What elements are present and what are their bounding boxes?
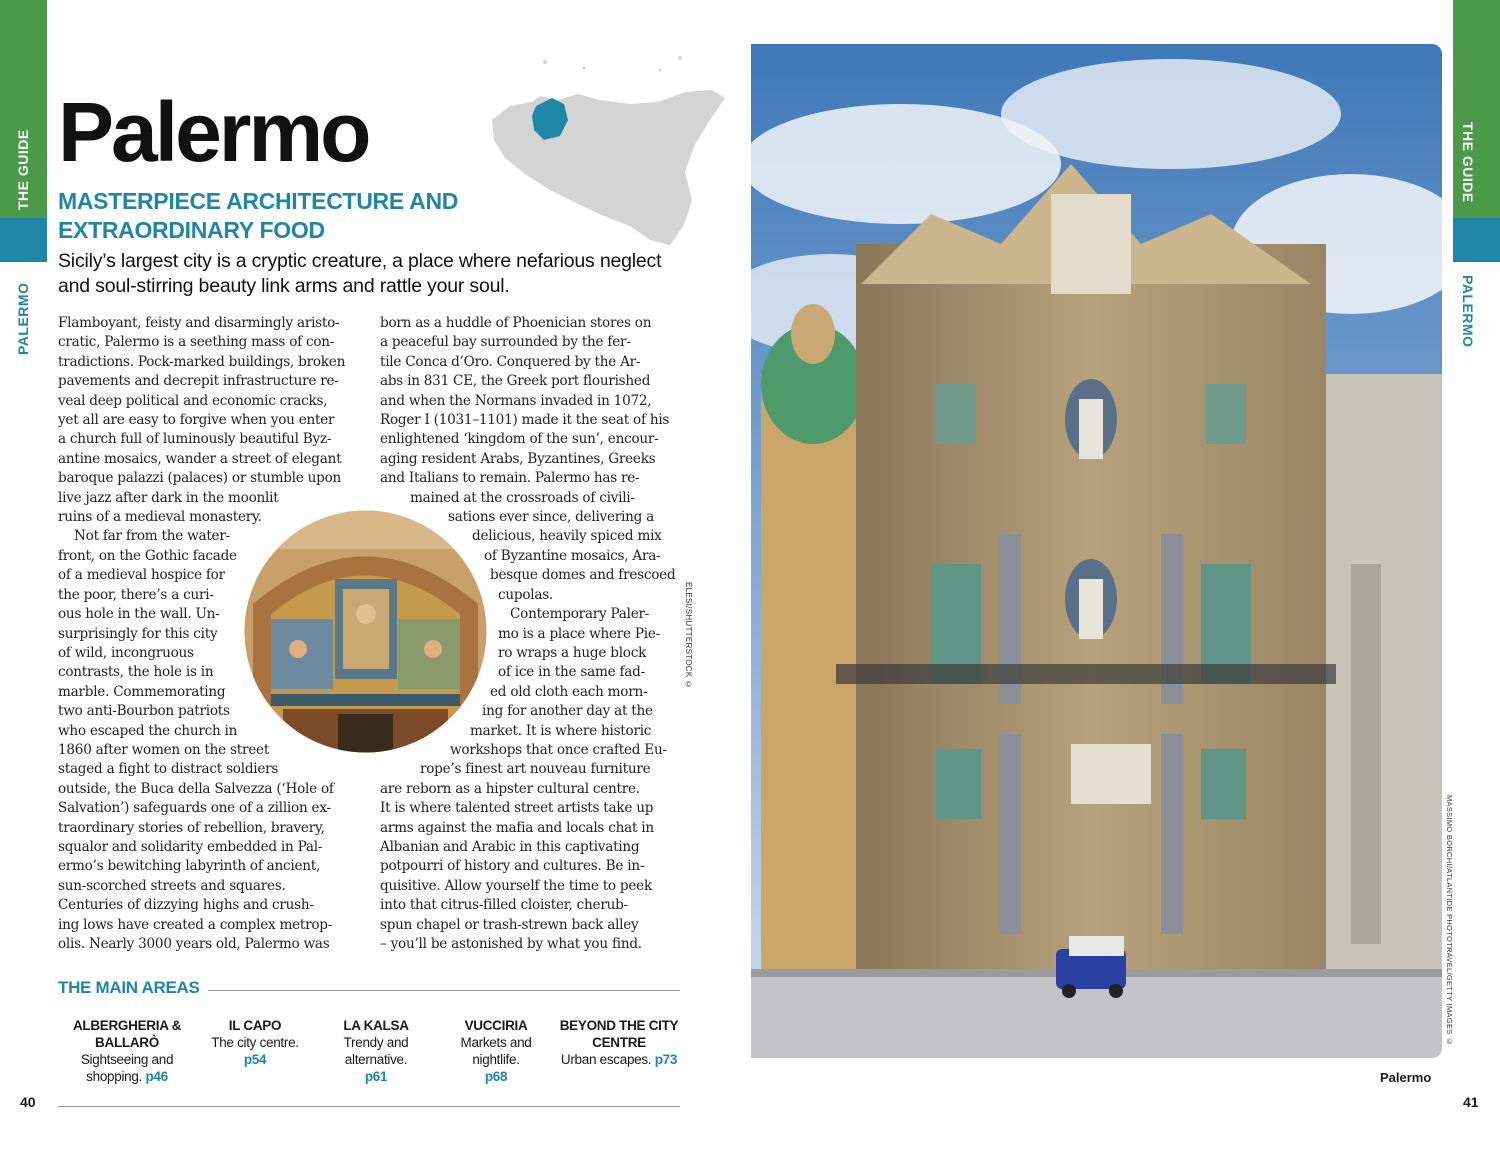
body-line: traordinary stories of rebellion, bravery,	[58, 819, 325, 836]
area-name: IL CAPO	[228, 1018, 282, 1033]
body-line: of a medieval hospice for	[58, 567, 225, 584]
body-line: ro wraps a huge block	[498, 644, 647, 661]
body-line: – you’ll be astonished by what you find.	[380, 936, 642, 952]
body-line: are reborn as a hipster cultural centre.	[380, 780, 640, 797]
mosaic-inset-photo	[243, 509, 488, 754]
body-line: Not far from the water-	[74, 528, 230, 545]
page-subtitle: MASTERPIECE ARCHITECTURE AND EXTRAORDINARY FOOD	[58, 188, 459, 243]
body-line: arms against the mafia and locals chat in	[380, 819, 654, 836]
area-desc: Sightseeing and shopping.	[80, 1052, 174, 1084]
body-line: potpourri of history and cultures. Be in-	[380, 858, 645, 875]
body-line: staged a fight to distract soldiers	[58, 761, 279, 778]
area-desc: Markets and nightlife.	[460, 1035, 532, 1067]
body-line: Salvation’) safeguards one of a zillion ex-	[58, 800, 331, 817]
body-line: yet all are easy to forgive when you enter	[58, 412, 335, 429]
body-line: contrasts, the hole is in	[58, 664, 214, 681]
body-line: Contemporary Paler-	[510, 606, 650, 623]
body-line: Roger I (1031–1101) made it the seat of his	[380, 412, 670, 429]
body-line: cupolas.	[498, 586, 554, 603]
body-line: outside, the Buca della Salvezza (‘Hole of	[58, 780, 334, 797]
area-la-kalsa	[330, 1017, 422, 1085]
area-name: ALBERGHERIA & BALLARÒ	[72, 1018, 182, 1050]
body-line: ruins of a medieval monastery.	[58, 509, 262, 526]
page-title: Palermo	[58, 85, 369, 179]
body-line: Flamboyant, feisty and disarmingly aristo-	[58, 315, 340, 331]
body-line: two anti-Bourbon patriots	[58, 703, 230, 720]
body-line: rope’s finest art nouveau furniture	[420, 761, 651, 778]
body-line: mained at the crossroads of civili-	[410, 489, 635, 506]
body-line: ermo’s bewitching labyrinth of ancient,	[58, 858, 321, 875]
body-line: cratic, Palermo is a seething mass of con-	[58, 334, 335, 351]
left-section-label: PALERMO	[15, 282, 31, 355]
body-line: front, on the Gothic facade	[58, 547, 237, 564]
body-line: into that citrus-filled cloister, cherub-	[380, 897, 628, 914]
body-line: of wild, incongruous	[58, 644, 194, 661]
body-line: baroque palazzi (palaces) or stumble upon	[58, 470, 342, 487]
body-line: veal deep political and economic cracks,	[58, 392, 328, 409]
area-albergheria	[62, 1017, 192, 1085]
footer-rule	[58, 1106, 680, 1107]
body-line: Albanian and Arabic in this captivating	[380, 838, 640, 855]
left-blue-tab	[0, 218, 47, 262]
area-il-capo	[200, 1017, 310, 1068]
area-page-link[interactable]: p61	[364, 1069, 388, 1084]
body-line: quisitive. Allow yourself the time to peek	[380, 877, 652, 894]
body-line: the poor, there’s a curi-	[58, 586, 214, 603]
quattro-canti-photo	[751, 44, 1442, 1058]
body-line: born as a huddle of Phoenician stores on	[380, 315, 652, 331]
body-line: workshops that once crafted Eu-	[450, 741, 667, 758]
body-line: of ice in the same fad-	[498, 664, 645, 681]
body-line: tradictions. Pock-marked buildings, broken	[58, 353, 346, 370]
quattro-canti-illustration	[751, 44, 1442, 1058]
body-line: ing for another day at the	[482, 703, 653, 720]
body-line: squalor and solidarity embedded in Pal-	[58, 838, 323, 855]
body-line: a church full of luminously beautiful Byz-	[58, 431, 332, 448]
body-line: It is where talented street artists take up	[380, 800, 654, 817]
body-line: abs in 831 CE, the Greek port flourished	[380, 373, 651, 390]
body-line: live jazz after dark in the moonlit	[58, 489, 279, 506]
body-line: a peaceful bay surrounded by the fer-	[380, 334, 631, 351]
area-page-link[interactable]: p54	[243, 1052, 267, 1067]
body-line: sun-scorched streets and squares.	[58, 877, 286, 894]
area-desc: Urban escapes.	[560, 1052, 652, 1067]
left-guide-tab-label: THE GUIDE	[15, 129, 31, 210]
area-name: BEYOND THE CITY CENTRE	[559, 1018, 679, 1050]
main-areas-title: THE MAIN AREAS	[58, 978, 208, 998]
area-beyond-city-centre	[556, 1017, 682, 1068]
body-line: tile Conca d’Oro. Conquered by the Ar-	[380, 353, 641, 370]
area-name: LA KALSA	[343, 1018, 409, 1033]
right-section-label: PALERMO	[1460, 275, 1476, 348]
area-desc: The city centre.	[211, 1035, 299, 1050]
body-line: of Byzantine mosaics, Ara-	[484, 547, 661, 564]
body-line: and when the Normans invaded in 1072,	[380, 392, 652, 409]
body-line: Centuries of dizzying highs and crush-	[58, 897, 314, 914]
left-page-number: 40	[20, 1094, 36, 1110]
body-line: who escaped the church in	[58, 722, 238, 739]
right-guide-tab-label: THE GUIDE	[1460, 122, 1476, 203]
body-line: spun chapel or trash-strewn back alley	[380, 916, 639, 933]
right-page-number: 41	[1463, 1094, 1479, 1110]
area-page-link[interactable]: p46	[145, 1069, 168, 1084]
body-line: antine mosaics, wander a street of elegant	[58, 450, 342, 467]
body-line: besque domes and frescoed	[490, 567, 676, 584]
body-line: delicious, heavily spiced mix	[472, 528, 662, 545]
area-page-link[interactable]: p68	[484, 1069, 508, 1084]
body-line: marble. Commemorating	[58, 683, 226, 700]
body-line: pavements and decrepit infrastructure re-	[58, 373, 339, 390]
body-line: ed old cloth each morn-	[490, 683, 648, 700]
photo-caption: Palermo	[1380, 1070, 1432, 1085]
body-line: enlightened ‘kingdom of the sun’, encour-	[380, 431, 659, 448]
area-name: VUCCIRIA	[464, 1018, 528, 1033]
area-vucciria	[450, 1017, 542, 1085]
body-line: market. It is where historic	[470, 722, 652, 739]
body-line: ous hole in the wall. Un-	[58, 606, 220, 623]
intro-text: Sicily’s largest city is a cryptic creature, a place where nefarious neglect and soul-stirring beauty link arms and rattle your soul.	[58, 250, 662, 297]
area-desc: Trendy and alternative.	[343, 1035, 409, 1067]
body-line: sations ever since, delivering a	[448, 509, 654, 526]
body-line: surprisingly for this city	[58, 625, 218, 642]
body-line: 1860 after women on the street	[58, 741, 270, 758]
inset-photo-credit: ELESI/SHUTTERSTOCK ©	[684, 582, 693, 690]
area-page-link[interactable]: p73	[654, 1052, 678, 1067]
main-photo-credit: MASSIMO BORCHI/ATLANTIDE PHOTOTRAVEL/GETTY IMAGES ©	[1445, 795, 1454, 1047]
body-line: and Italians to remain. Palermo has re-	[380, 470, 640, 487]
body-line: aging resident Arabs, Byzantines, Greeks	[380, 450, 656, 467]
body-line: olis. Nearly 3000 years old, Palermo was	[58, 936, 330, 952]
body-line: mo is a place where Pie-	[498, 625, 661, 642]
right-blue-tab	[1453, 218, 1500, 262]
body-line: ing lows have created a complex metrop-	[58, 916, 333, 933]
